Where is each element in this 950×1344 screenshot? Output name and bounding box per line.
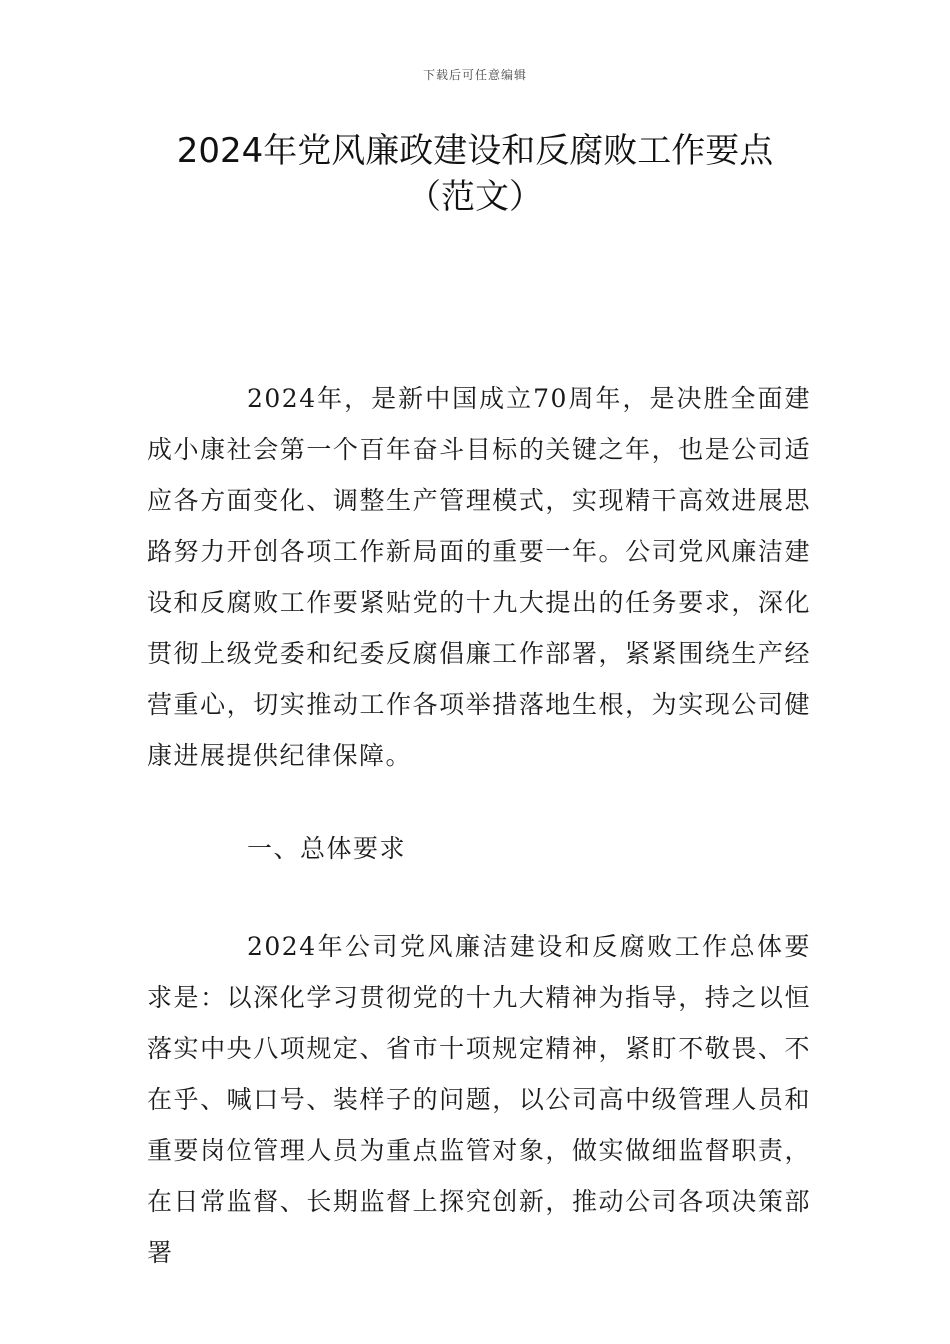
title-line-2: （范文）: [407, 177, 543, 217]
section-heading-general-requirements: 一、总体要求: [247, 834, 407, 863]
page-title: [80, 128, 870, 220]
title-line-1: 2024年党风廉政建设和反腐败工作要点: [176, 131, 774, 171]
paragraph-intro: 2024年，是新中国成立70周年，是决胜全面建成小康社会第一个百年奋斗目标的关键之年，也是公司适应各方面变化、调整生产管理模式，实现精干高效进展思路努力开创各项工作新局面的重要一年。公司党风廉洁建设和反腐败工作要紧贴党的十九大提出的任务要求，深化贯彻上级党委和纪委反腐倡廉工作部署，紧紧围绕生产经营重心，切实推动工作各项举措落地生根，为实现公司健康进展提供纪律保障。: [147, 384, 811, 770]
header-note: 下载后可任意编辑: [422, 68, 527, 82]
paragraph-general-requirements: 2024年公司党风廉洁建设和反腐败工作总体要求是：以深化学习贯彻党的十九大精神为指导，持之以恒落实中央八项规定、省市十项规定精神，紧盯不敬畏、不在乎、喊口号、装样子的问题，以公司高中级管理人员和重要岗位管理人员为重点监管对象，做实做细监督职责，在日常监督、长期监督上探究创新，推动公司各项决策部署: [147, 932, 811, 1267]
